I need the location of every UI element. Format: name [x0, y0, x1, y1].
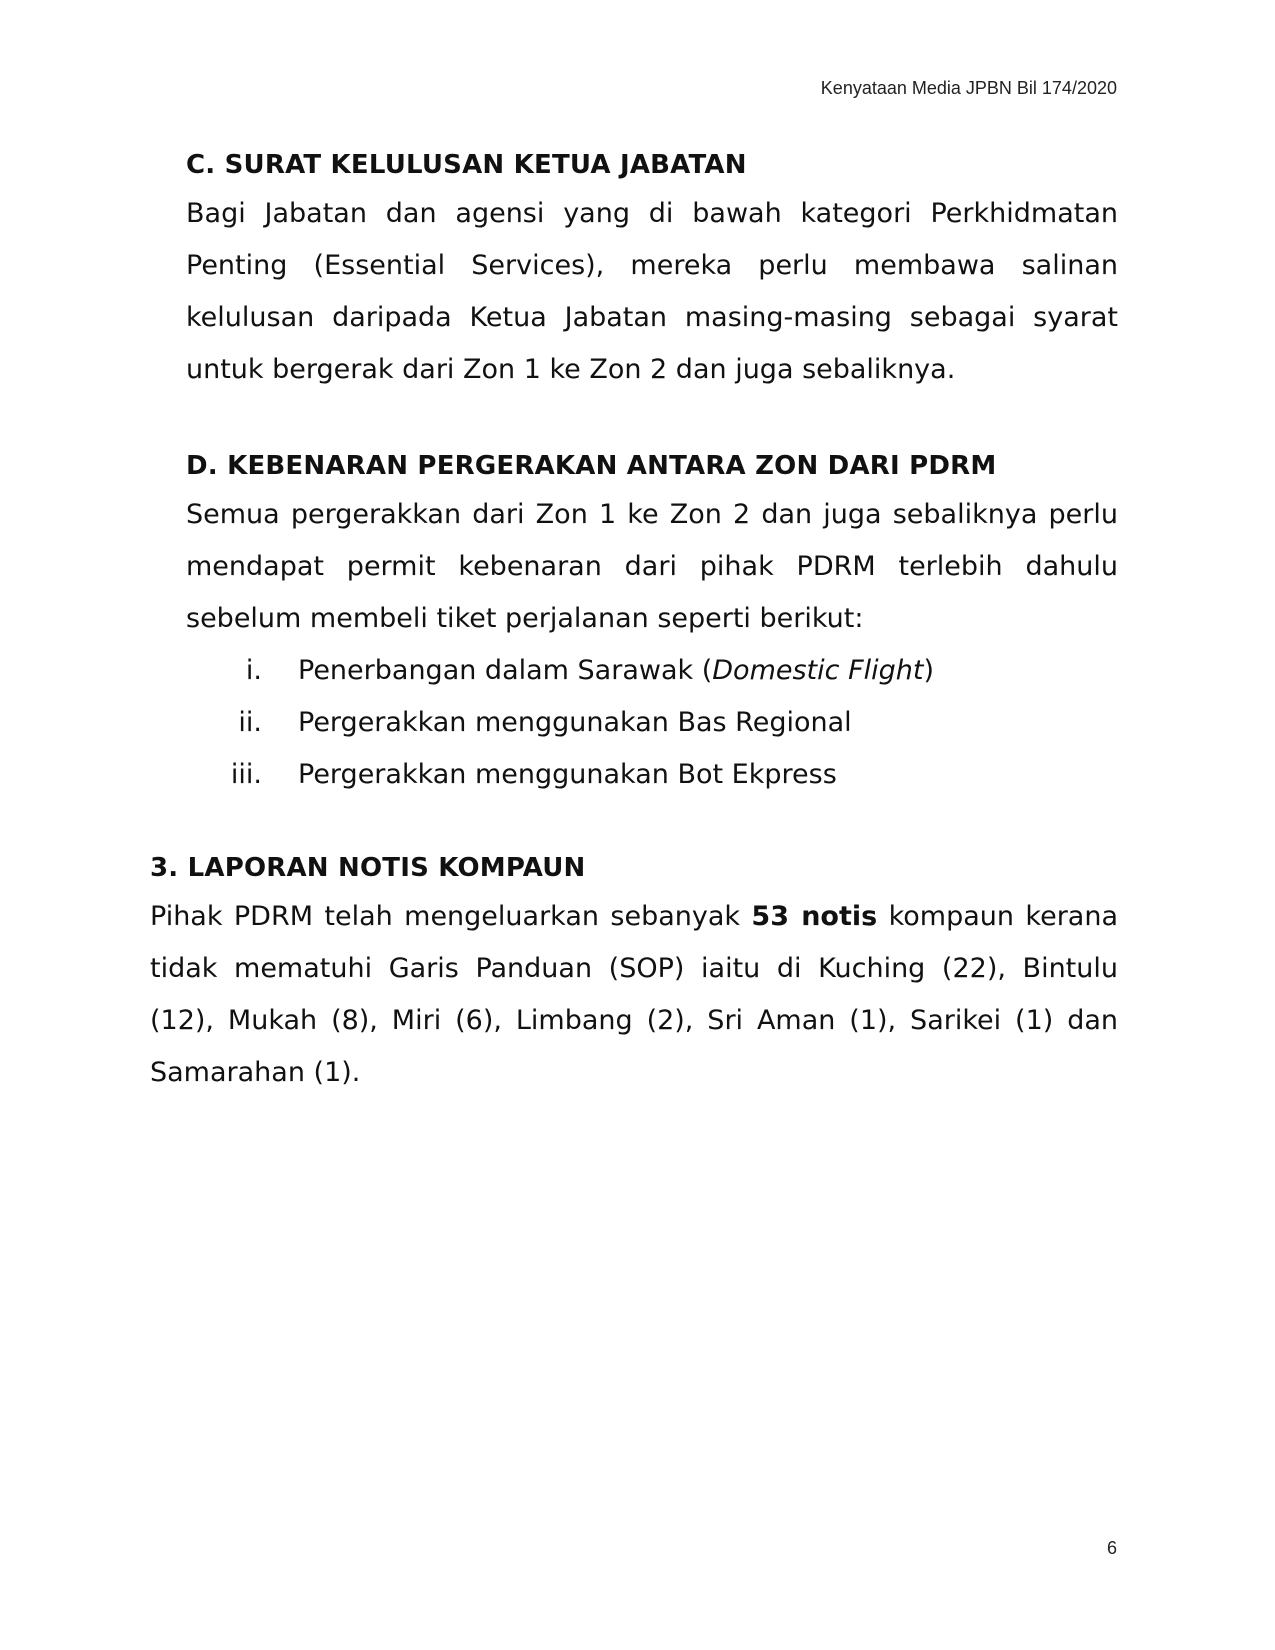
- page-number: 6: [1106, 1538, 1117, 1558]
- list-item-text: Penerbangan dalam Sarawak (: [298, 655, 713, 686]
- section-3-heading: 3. LAPORAN NOTIS KOMPAUN: [150, 853, 586, 883]
- list-item: [186, 645, 1118, 697]
- section-d-heading: D. KEBENARAN PERGERAKAN ANTARA ZON DARI PDRM: [186, 451, 997, 481]
- list-item: [186, 697, 1118, 749]
- section-c-heading: C. SURAT KELULUSAN KETUA JABATAN: [186, 150, 747, 180]
- section-d-list: [186, 645, 1118, 801]
- list-item-text: Pergerakkan menggunakan Bot Ekpress: [298, 759, 837, 790]
- list-item-number: i.: [245, 655, 262, 686]
- list-item: [186, 749, 1118, 801]
- section-3-body-bold: 53 notis: [751, 901, 878, 932]
- document-header-reference: Kenyataan Media JPBN Bil 174/2020: [820, 78, 1117, 98]
- section-3: [150, 849, 1118, 1099]
- section-d: [186, 447, 1118, 801]
- section-c-body: Bagi Jabatan dan agensi yang di bawah kategori Perkhidmatan Penting (Essential Services), mereka perlu membawa salinan kelulusan daripada Ketua Jabatan masing-masing sebagai syarat untuk bergerak dari Zon 1 ke Zon 2 dan juga sebaliknya.: [186, 198, 1118, 385]
- list-item-number: iii.: [230, 759, 262, 790]
- list-item-text: Pergerakkan menggunakan Bas Regional: [298, 707, 852, 738]
- list-item-number: ii.: [238, 707, 262, 738]
- list-item-text-after: ): [923, 655, 934, 686]
- section-3-body-text-after: kompaun kerana tidak mematuhi Garis Panduan (SOP) iaitu di Kuching (22), Bintulu (12), Mukah (8), Miri (6), Limbang (2), Sri Aman (1), Sarikei (1) dan Samarahan (1).: [150, 901, 1118, 1088]
- list-item-italic-text: Domestic Flight: [712, 655, 924, 686]
- section-3-body-text: Pihak PDRM telah mengeluarkan sebanyak: [150, 901, 752, 932]
- section-d-body: Semua pergerakkan dari Zon 1 ke Zon 2 dan juga sebaliknya perlu mendapat permit kebenaran dari pihak PDRM terlebih dahulu sebelum membeli tiket perjalanan seperti berikut:: [186, 499, 1118, 634]
- section-c: [186, 146, 1118, 396]
- section-3-body: [150, 891, 1118, 1099]
